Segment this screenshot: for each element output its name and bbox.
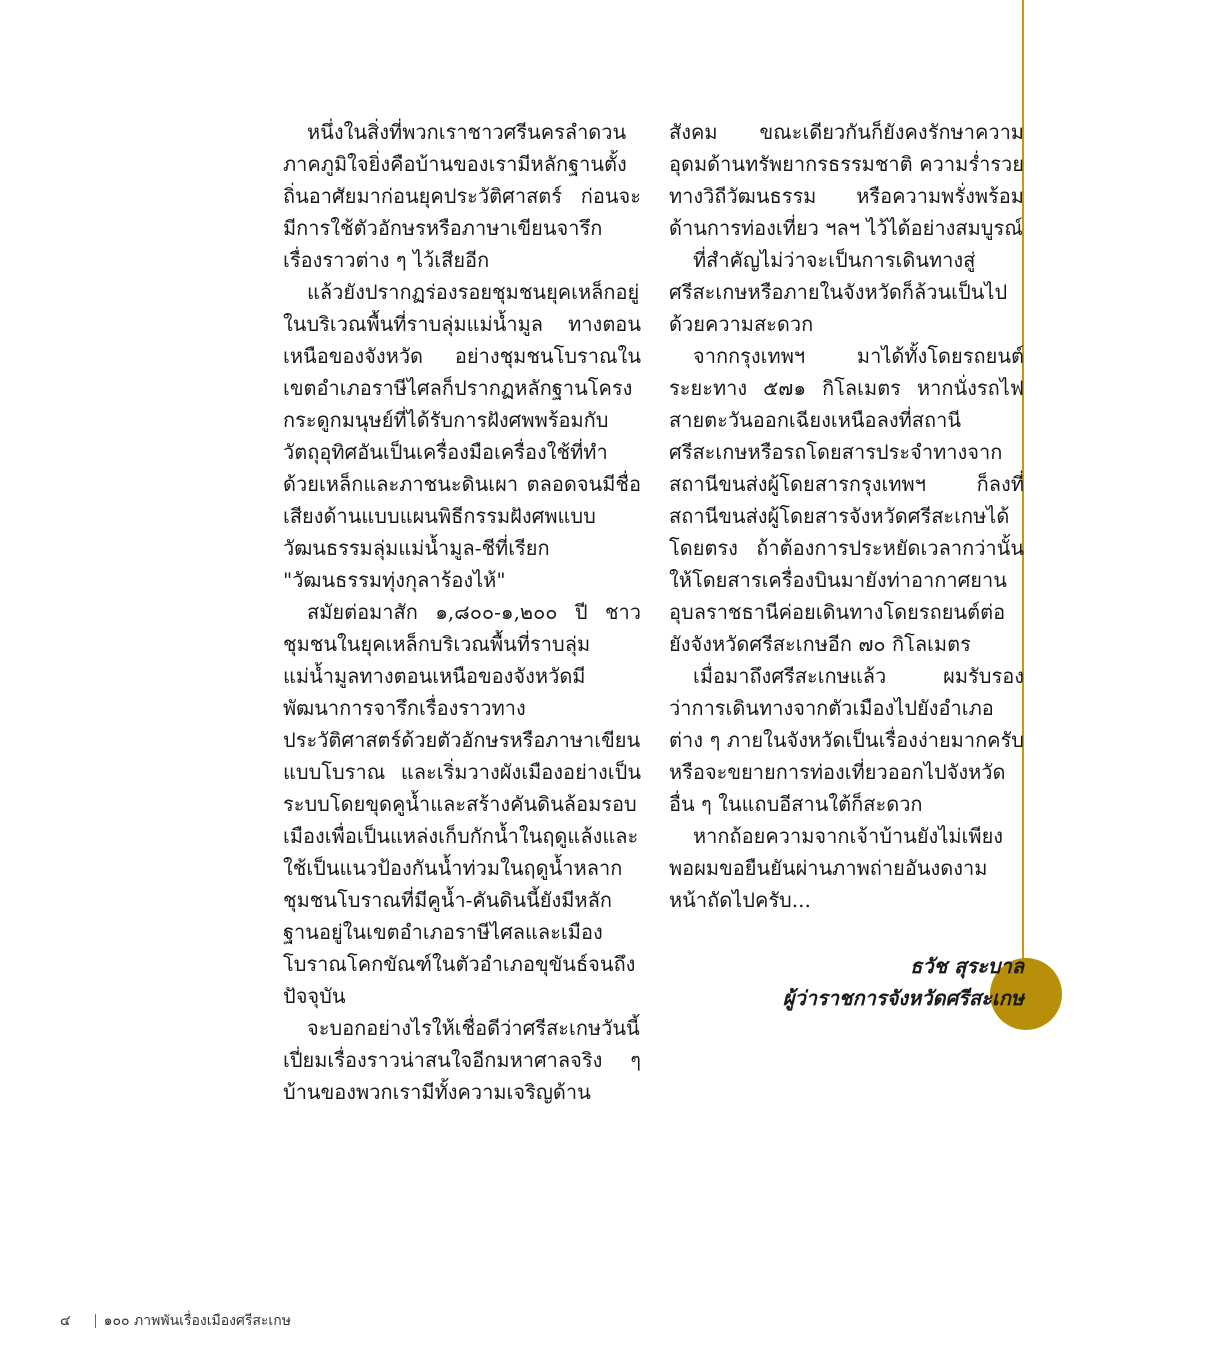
paragraph: หากถ้อยความจากเจ้าบ้านยังไม่เพียงพอผมขอยืนยันผ่านภาพถ่ายอันงดงามหน้าถัดไปครับ... xyxy=(669,824,1004,912)
paragraph: แล้วยังปรากฏร่องรอยชุมชนยุคเหล็กอยู่ในบริเวณพื้นที่ราบลุ่มแม่น้ำมูล ทางตอนเหนือของจังหวัด อย่างชุมชนโบราณในเขตอำเภอราษีไศลก็ปรากฏหลักฐานโครงกระดูกมนุษย์ที่ได้รับการฝังศพพร้อมกับวัตถุอุทิศอันเป็นเครื่องมือเครื่องใช้ที่ทำด้วยเหล็กและภาชนะดินเผา ตลอดจนมีชื่อเสียงด้านแบบแผนพิธีกรรมฝังศพแบบวัฒนธรรมลุ่มแม่น้ำมูล-ชีที่เรียก "วัฒนธรรมทุ่งกุลาร้องไห้" xyxy=(283,280,641,592)
paragraph: ที่สำคัญไม่ว่าจะเป็นการเดินทางสู่ศรีสะเกษหรือภายในจังหวัดก็ล้วนเป็นไปด้วยความสะดวก xyxy=(669,248,1008,336)
article-left-column xyxy=(283,116,641,1108)
signature-name: ธวัช สุระบาล xyxy=(910,954,1024,978)
paragraph: หนึ่งในสิ่งที่พวกเราชาวศรีนครลำดวนภาคภูมิใจยิ่งคือบ้านของเรามีหลักฐานตั้งถิ่นอาศัยมาก่อนยุคประวัติศาสตร์ ก่อนจะมีการใช้ตัวอักษรหรือภาษาเขียนจารึกเรื่องราวต่าง ๆ ไว้เสียอีก xyxy=(283,120,641,272)
signature-block xyxy=(669,950,1024,1014)
paragraph-continued: สังคม ขณะเดียวกันก็ยังคงรักษาความอุดมด้านทรัพยากรธรรมชาติ ความร่ำรวยทางวิถีวัฒนธรรม หรือความพรั่งพร้อมด้านการท่องเที่ยว ฯลฯ ไว้ได้อย่างสมบูรณ์ xyxy=(669,120,1024,240)
paragraph: เมื่อมาถึงศรีสะเกษแล้ว ผมรับรองว่าการเดินทางจากตัวเมืองไปยังอำเภอต่าง ๆ ภายในจังหวัดเป็นเรื่องง่ายมากครับ หรือจะขยายการท่องเที่ยวออกไปจังหวัดอื่น ๆ ในแถบอีสานใต้ก็สะดวก xyxy=(669,664,1024,816)
footer-divider xyxy=(95,1314,96,1328)
paragraph: จากกรุงเทพฯ มาได้ทั้งโดยรถยนต์ ระยะทาง ๕๗๑ กิโลเมตร หากนั่งรถไฟสายตะวันออกเฉียงเหนือลงที่สถานีศรีสะเกษหรือรถโดยสารประจำทางจากสถานีขนส่งผู้โดยสารกรุงเทพฯ ก็ลงที่สถานีขนส่งผู้โดยสารจังหวัดศรีสะเกษได้โดยตรง ถ้าต้องการประหยัดเวลากว่านั้นให้โดยสารเครื่องบินมายังท่าอากาศยานอุบลราชธานีค่อยเดินทางโดยรถยนต์ต่อยังจังหวัดศรีสะเกษอีก ๗๐ กิโลเมตร xyxy=(669,344,1024,656)
signature-title: ผู้ว่าราชการจังหวัดศรีสะเกษ xyxy=(782,986,1024,1010)
article-right-column xyxy=(669,116,1024,916)
book-title: ๑๐๐ ภาพพันเรื่องเมืองศรีสะเกษ xyxy=(103,1313,291,1329)
paragraph: สมัยต่อมาสัก ๑,๘๐๐-๑,๒๐๐ ปี ชาวชุมชนในยุคเหล็กบริเวณพื้นที่ราบลุ่มแม่น้ำมูลทางตอนเหนือของจังหวัดมีพัฒนาการจารึกเรื่องราวทางประวัติศาสตร์ด้วยตัวอักษรหรือภาษาเขียนแบบโบราณ และเริ่มวางผังเมืองอย่างเป็นระบบโดยขุดคูน้ำและสร้างคันดินล้อมรอบเมืองเพื่อเป็นแหล่งเก็บกักน้ำในฤดูแล้งและใช้เป็นแนวป้องกันน้ำท่วมในฤดูน้ำหลาก ชุมชนโบราณที่มีคูน้ำ-คันดินนี้ยังมีหลักฐานอยู่ในเขตอำเภอราษีไศลและเมืองโบราณโคกขัณฑ์ในตัวอำเภอขุขันธ์จนถึงปัจจุบัน xyxy=(283,600,641,1008)
paragraph: จะบอกอย่างไรให้เชื่อดีว่าศรีสะเกษวันนี้ เปี่ยมเรื่องราวน่าสนใจอีกมหาศาลจริง ๆ บ้านของพวกเรามีทั้งความเจริญด้าน xyxy=(283,1016,641,1104)
page-number: ๔ xyxy=(60,1313,71,1329)
page-footer xyxy=(60,1310,291,1332)
